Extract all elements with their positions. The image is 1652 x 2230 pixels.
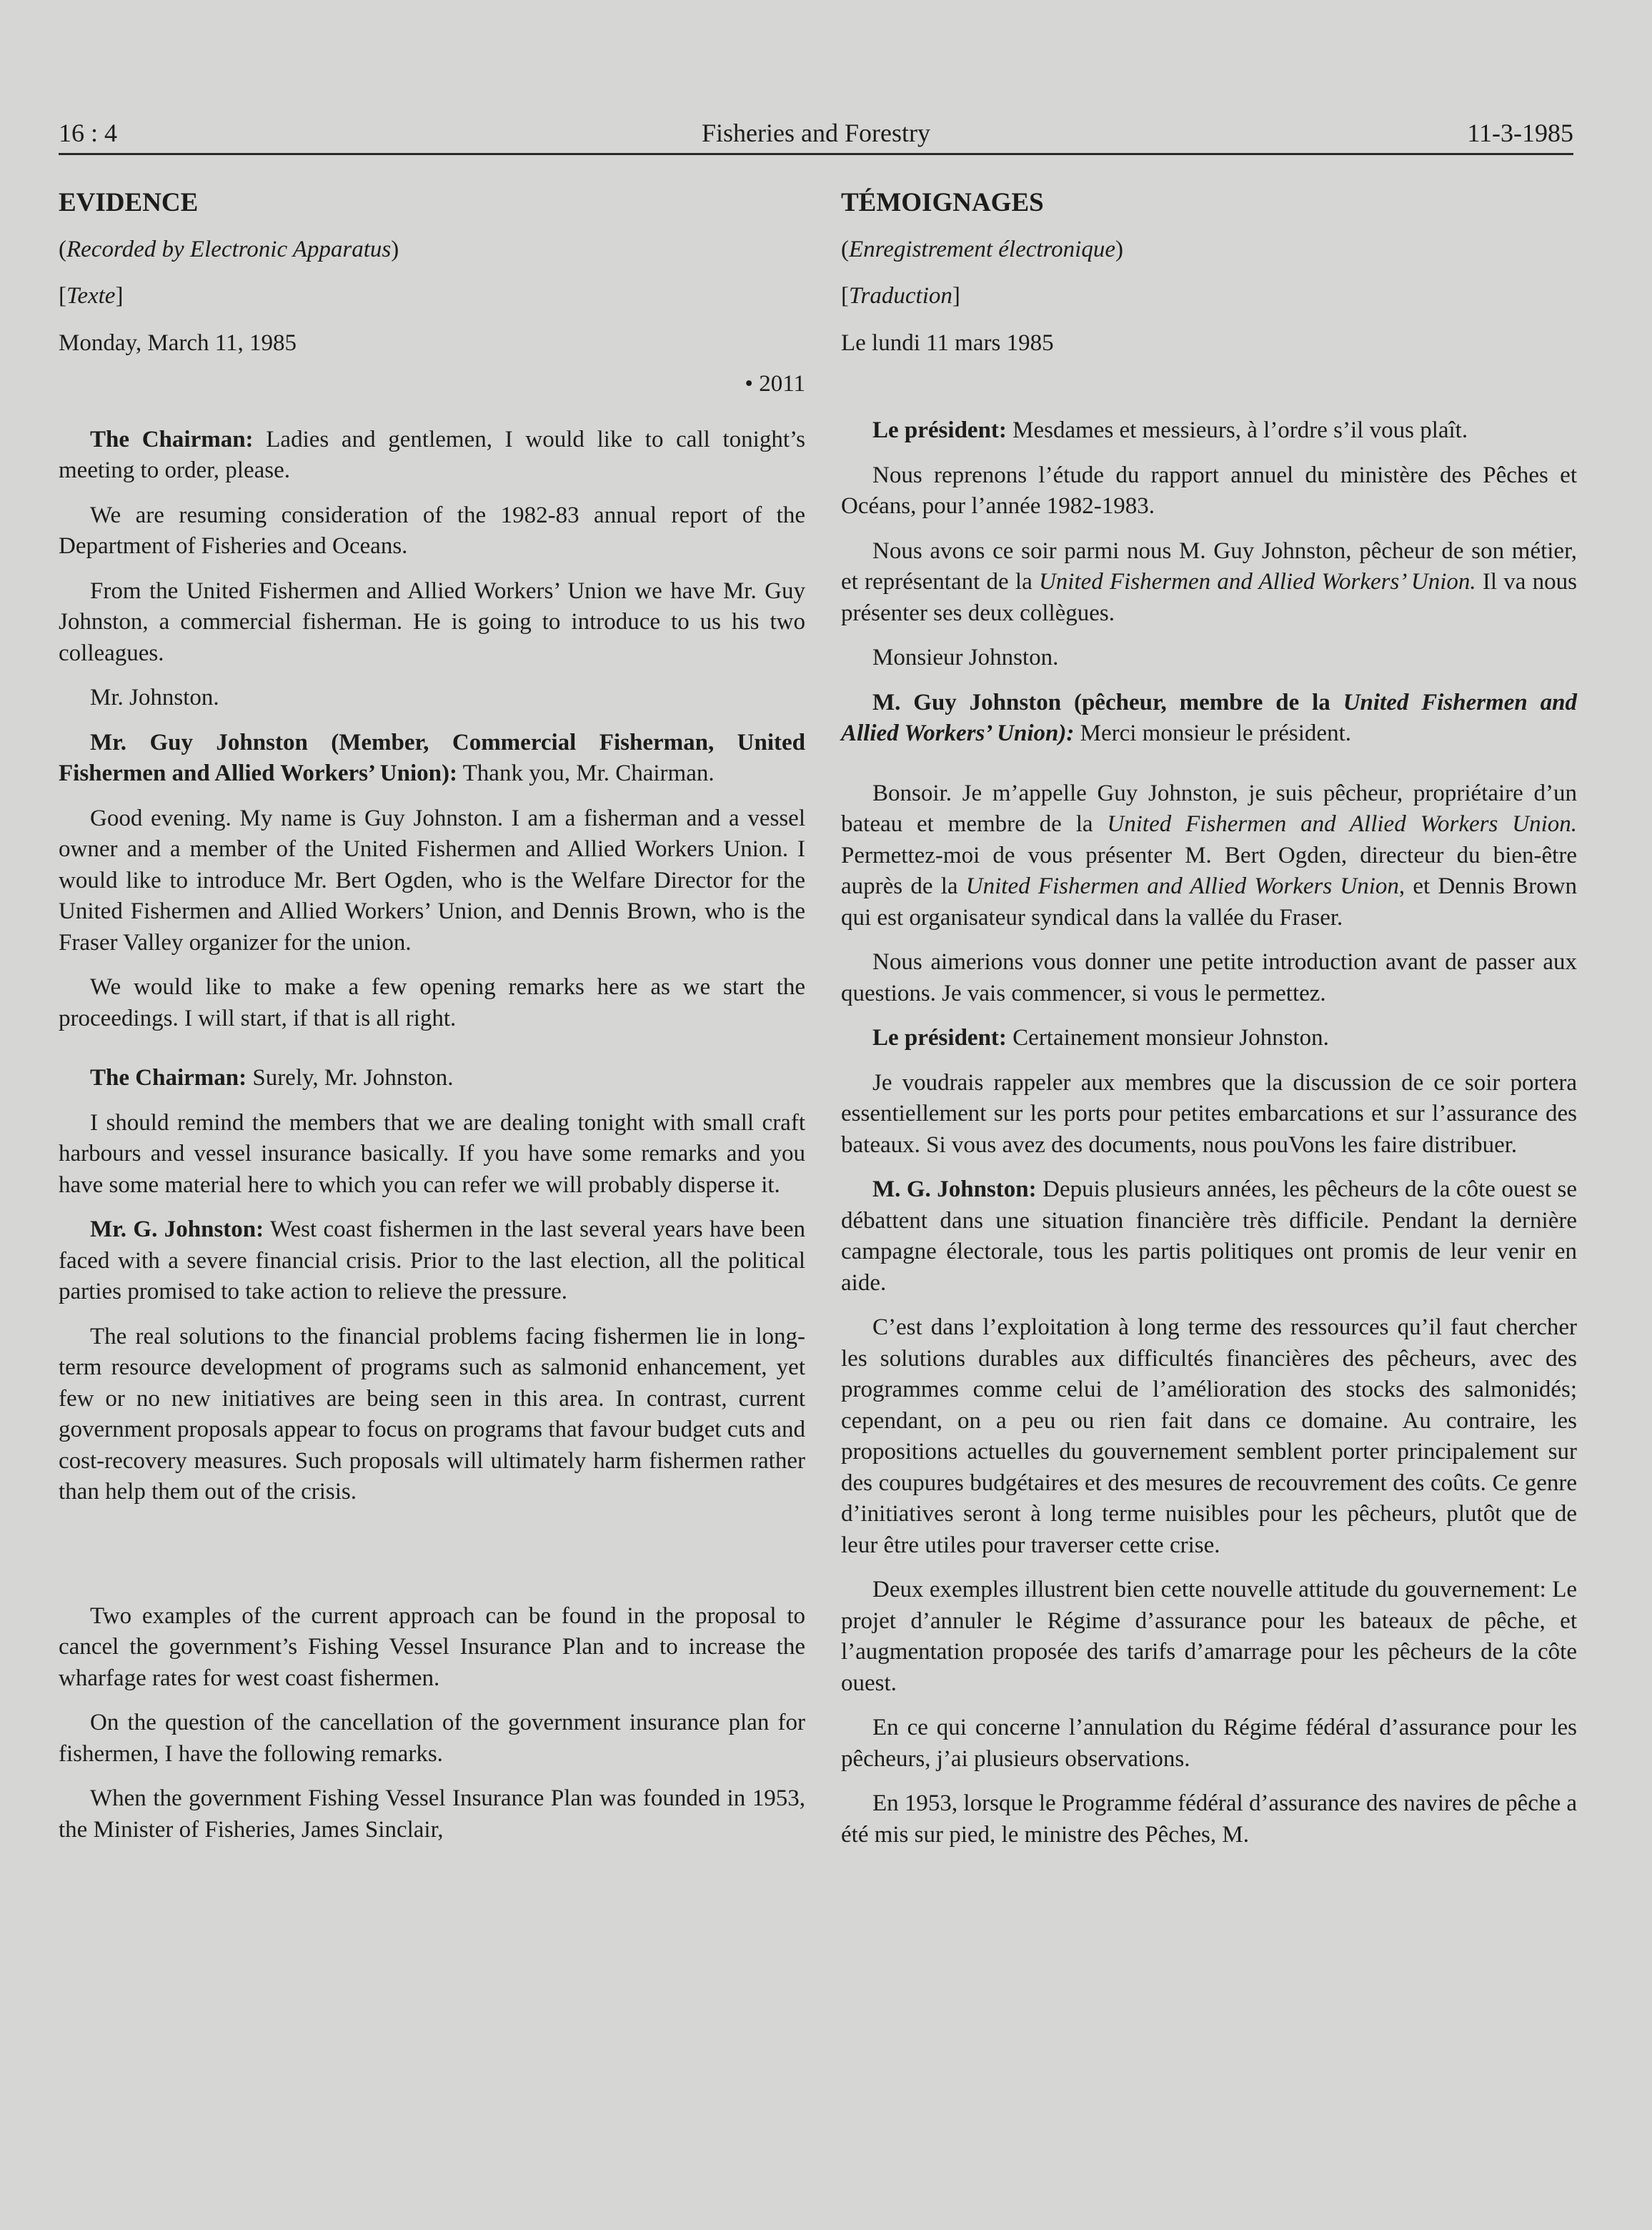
recording-note: (Enregistrement électronique) xyxy=(841,236,1123,262)
paragraph: From the United Fishermen and Allied Workers’ Union we have Mr. Guy Johnston, a commercial fisherman. He is going to introduce to us his two colleagues. xyxy=(59,578,805,666)
language-note: [Traduction] xyxy=(841,283,960,309)
time-marker: • 2011 xyxy=(745,371,805,397)
session-date: Monday, March 11, 1985 xyxy=(59,329,297,356)
paragraph: The Chairman: Surely, Mr. Johnston. xyxy=(90,1065,454,1091)
paragraph: C’est dans l’exploitation à long terme des ressources qu’il faut chercher les solutions durables aux difficultés financières des pêcheurs, avec des programmes comme celui de l’amélioration des stocks des salmonidés; cependant, on a peu ou rien fait dans ce domaine. Au contraire, les propositions actuelles du gouvernement semblent porter principalement sur des coupures budgétaires et des mesures de recouvrement des coûts. Ce genre d’initiatives seront à long terme nuisibles pour les pêcheurs, plutôt que de leur être utiles pour traverser cette crise. xyxy=(841,1314,1577,1558)
paragraph: Nous aimerions vous donner une petite introduction avant de passer aux questions. Je vais commencer, si vous le permettez. xyxy=(841,949,1577,1006)
paragraph: We are resuming consideration of the 1982-83 annual report of the Department of Fisheries and Oceans. xyxy=(59,502,805,559)
english-column xyxy=(59,187,805,1859)
paragraph: Nous avons ce soir parmi nous M. Guy Johnston, pêcheur de son métier, et représentant de la United Fishermen and Allied Workers’ Union. Il va nous présenter ses deux collègues. xyxy=(841,537,1577,626)
paragraph: The Chairman: Ladies and gentlemen, I would like to call tonight’s meeting to order, please. xyxy=(59,426,805,483)
paragraph: Nous reprenons l’étude du rapport annuel du ministère des Pêches et Océans, pour l’année 1982-1983. xyxy=(841,462,1577,519)
paragraph: Deux exemples illustrent bien cette nouvelle attitude du gouvernement: Le projet d’annuler le Régime d’assurance pour les bateaux de pêche, et l’augmentation proposée des tarifs d’amarrage pour les pêcheurs de la côte ouest. xyxy=(841,1577,1577,1696)
paragraph: When the government Fishing Vessel Insurance Plan was founded in 1953, the Minister of Fisheries, James Sinclair, xyxy=(59,1785,805,1843)
committee-title: Fisheries and Forestry xyxy=(702,119,930,147)
running-header xyxy=(59,113,1573,155)
paragraph: Mr. Johnston. xyxy=(90,685,219,710)
page-reference: 16 : 4 xyxy=(59,119,118,147)
paragraph: Mr. G. Johnston: West coast fishermen in the last several years have been faced with a severe financial crisis. Prior to the last election, all the political parties promised to take action to relieve the pressure. xyxy=(59,1216,805,1304)
session-date: Le lundi 11 mars 1985 xyxy=(841,329,1054,356)
evidence-heading: EVIDENCE xyxy=(59,188,199,217)
paragraph: Le président: Certainement monsieur Johnston. xyxy=(872,1025,1329,1051)
paragraph: En ce qui concerne l’annulation du Régime fédéral d’assurance pour les pêcheurs, j’ai plusieurs observations. xyxy=(841,1715,1577,1772)
language-note: [Texte] xyxy=(59,283,124,309)
paragraph: Bonsoir. Je m’appelle Guy Johnston, je suis pêcheur, propriétaire d’un bateau et membre de la United Fishermen and Allied Workers Union. Permettez-moi de vous présenter M. Bert Ogden, directeur du bien-être auprès de la United Fishermen and Allied Workers Union, et Dennis Brown qui est organisateur syndical dans la vallée du Fraser. xyxy=(841,780,1578,931)
temoignages-heading: TÉMOIGNAGES xyxy=(841,188,1044,217)
paragraph: En 1953, lorsque le Programme fédéral d’assurance des navires de pêche a été mis sur pied, le ministre des Pêches, M. xyxy=(841,1790,1577,1848)
paragraph: M. G. Johnston: Depuis plusieurs années, les pêcheurs de la côte ouest se débattent dans une situation financière très difficile. Pendant la dernière campagne électorale, tous les partis politiques ont promis de leur venir en aide. xyxy=(841,1176,1577,1296)
paragraph: M. Guy Johnston (pêcheur, membre de la United Fishermen and Allied Workers’ Union): Merci monsieur le président. xyxy=(841,689,1578,746)
paragraph: The real solutions to the financial problems facing fishermen lie in long-term resource development of programs such as salmonid enhancement, yet few or no new initiatives are being seen in this area. In contrast, current government proposals appear to focus on programs that favour budget cuts and cost-recovery measures. Such proposals will ultimately harm fishermen rather than help them out of the crisis. xyxy=(59,1323,805,1505)
paragraph: Le président: Mesdames et messieurs, à l’ordre s’il vous plaît. xyxy=(872,417,1468,443)
paragraph: I should remind the members that we are dealing tonight with small craft harbours and vessel insurance basically. If you have some remarks and you have some material here to which you can refer we will probably disperse it. xyxy=(59,1109,805,1198)
paragraph: Monsieur Johnston. xyxy=(872,645,1059,670)
paragraph: On the question of the cancellation of the government insurance plan for fishermen, I have the following remarks. xyxy=(59,1710,805,1767)
french-column xyxy=(841,187,1577,1864)
header-date: 11-3-1985 xyxy=(1467,119,1573,147)
recording-note: (Recorded by Electronic Apparatus) xyxy=(59,236,399,262)
paragraph: Good evening. My name is Guy Johnston. I am a fisherman and a vessel owner and a member of the United Fishermen and Allied Workers Union. I would like to introduce Mr. Bert Ogden, who is the Welfare Director for the United Fishermen and Allied Workers’ Union, and Dennis Brown, who is the Fraser Valley organizer for the union. xyxy=(59,805,805,956)
paragraph: Mr. Guy Johnston (Member, Commercial Fisherman, United Fishermen and Allied Workers’ Union): Thank you, Mr. Chairman. xyxy=(59,729,805,786)
paragraph: Two examples of the current approach can be found in the proposal to cancel the government’s Fishing Vessel Insurance Plan and to increase the wharfage rates for west coast fishermen. xyxy=(59,1602,805,1691)
paragraph: We would like to make a few opening remarks here as we start the proceedings. I will start, if that is all right. xyxy=(59,974,805,1031)
paragraph: Je voudrais rappeler aux membres que la discussion de ce soir portera essentiellement sur les ports pour petites embarcations et sur l’assurance des bateaux. Si vous avez des documents, nous pouVons les faire distribuer. xyxy=(841,1069,1577,1158)
